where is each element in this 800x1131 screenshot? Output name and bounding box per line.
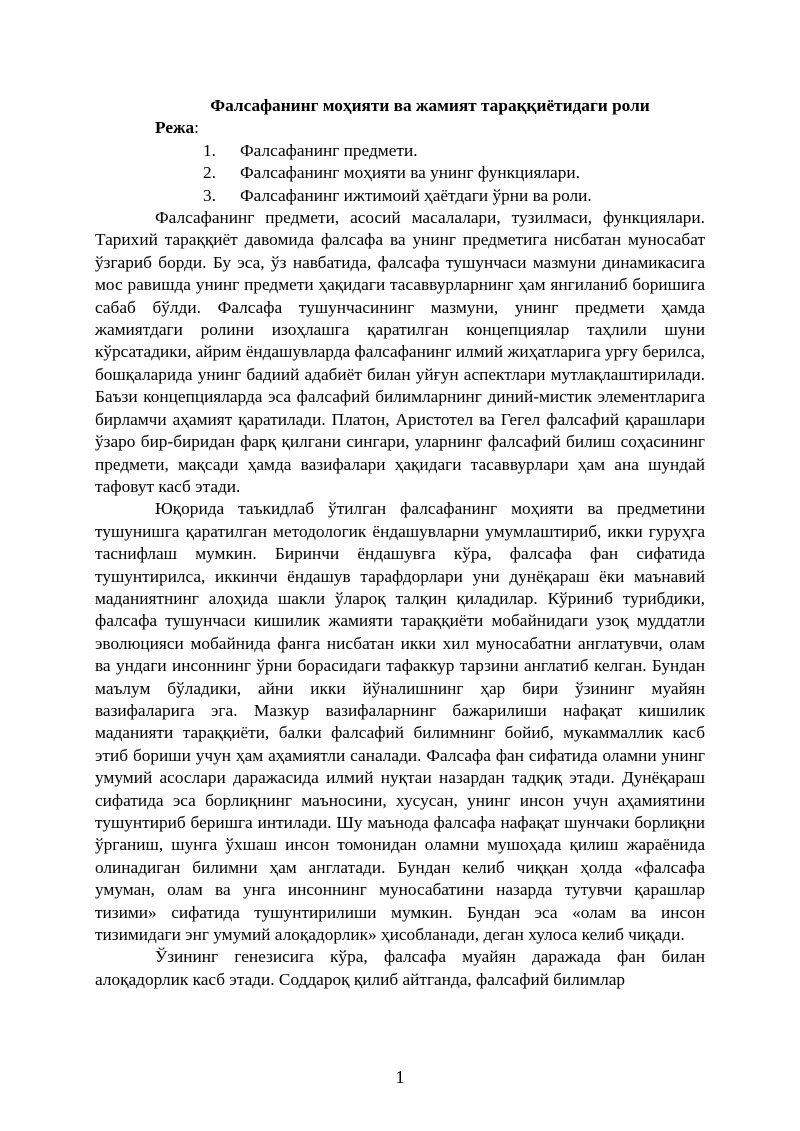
body-paragraph: Юқорида таъкидлаб ўтилган фалсафанинг моҳияти ва предметини тушунишга қаратилган методологик ёндашувларни умумлаштириб, икки гуруҳга таснифлаш мумкин. Биринчи ёндашувга кўра, фалсафа фан сифатида тушунтирилса, иккинчи ёндашув тарафдорлари уни дунёқараш ёки маънавий маданиятнинг алоҳида шакли ўлароқ талқин қиладилар. Кўриниб турибдики, фалсафа тушунчаси кишилик жамияти тараққиёти мобайнидаги узоқ муддатли эволюцияси мобайнида фанга нисбатан икки хил муносабатни англатувчи, олам ва ундаги инсоннинг ўрни борасидаги тафаккур тарзини англатиб келган. Бундан маълум бўладики, айни икки йўналишнинг ҳар бири ўзининг муайян вазифаларига эга. Мазкур вазифаларнинг бажарилиши нафақат кишилик маданияти тараққиёти, балки фалсафий билимнинг бойиб, мукаммаллик касб этиб бориши учун ҳам аҳамиятли саналади. Фалсафа фан сифатида оламни унинг умумий асослари даражасида илмий нуқтаи назардан тадқиқ этади. Дунёқараш сифатида эса борлиқнинг маъносини, хусусан, унинг инсон учун аҳамиятини тушунтириб беришга интилади. Шу маънода фалсафа нафақат шунчаки борлиқни ўрганиш, шунга ўхшаш инсон томонидан оламни мушоҳада қилиш жараёнида олинадиган билимни ҳам англатади. Бундан келиб чиққан ҳолда «фалсафа умуман, олам ва унга инсоннинг муносабатини назарда тутувчи қарашлар тизими» сифатида тушунтирилиши мумкин. Бундан эса «олам ва инсон тизимидаги энг умумий алоқадорлик» ҳисобланади, деган хулоса келиб чиқади. xyxy=(95,499,705,945)
plan-heading xyxy=(95,117,705,139)
plan-item xyxy=(95,140,705,162)
body-paragraph: Ўзининг генезисига кўра, фалсафа муайян даражада фан билан алоқадорлик касб этади. Соддароқ қилиб айтганда, фалсафий билимлар xyxy=(95,947,705,989)
plan-item-number: 3. xyxy=(203,185,216,205)
plan-item-text: Фалсафанинг ижтимоий ҳаётдаги ўрни ва роли. xyxy=(240,185,592,205)
body-paragraph: Фалсафанинг предмети, асосий масалалари, тузилмаси, функциялари. Тарихий тараққиёт давомида фалсафа ва унинг предметига нисбатан муносабат ўзгариб борди. Бу эса, ўз навбатида, фалсафа тушунчаси мазмуни динамикасига мос равишда унинг предмети ҳақидаги тасаввурларнинг ҳам янгиланиб боришига сабаб бўлди. Фалсафа тушунчасининг мазмуни, унинг предмети ҳамда жамиятдаги ролини изоҳлашга қаратилган концепциялар таҳлили шуни кўрсатадики, айрим ёндашувларда фалсафанинг илмий жиҳатларига урғу берилса, бошқаларида унинг бадиий адабиёт билан уйғун аспектлари мутлақлаштирилади. Баъзи концепцияларда эса фалсафий билимларнинг диний-мистик элементларига бирламчи аҳамият қаратилади. Платон, Аристотел ва Гегел фалсафий қарашлари ўзаро бир-биридан фарқ қилгани сингари, уларнинг фалсафий билиш соҳасининг предмети, мақсади ҳамда вазифалари ҳақидаги тасаввурлари ҳам ана шундай тафовут касб этади. xyxy=(95,208,705,496)
plan-label: Режа xyxy=(155,118,195,138)
plan-item-number: 1. xyxy=(203,140,216,160)
plan-item-text: Фалсафанинг моҳияти ва унинг функциялари. xyxy=(240,163,580,183)
plan-list xyxy=(95,140,705,207)
document-title: Фалсафанинг моҳияти ва жамият тараққиётидаги роли xyxy=(210,96,650,115)
page-number: 1 xyxy=(395,1067,405,1087)
plan-item xyxy=(95,162,705,184)
plan-item-text: Фалсафанинг предмети. xyxy=(240,140,418,160)
plan-colon: : xyxy=(194,118,199,138)
plan-item-number: 2. xyxy=(203,163,216,183)
document-page xyxy=(95,95,705,991)
plan-item xyxy=(95,185,705,207)
